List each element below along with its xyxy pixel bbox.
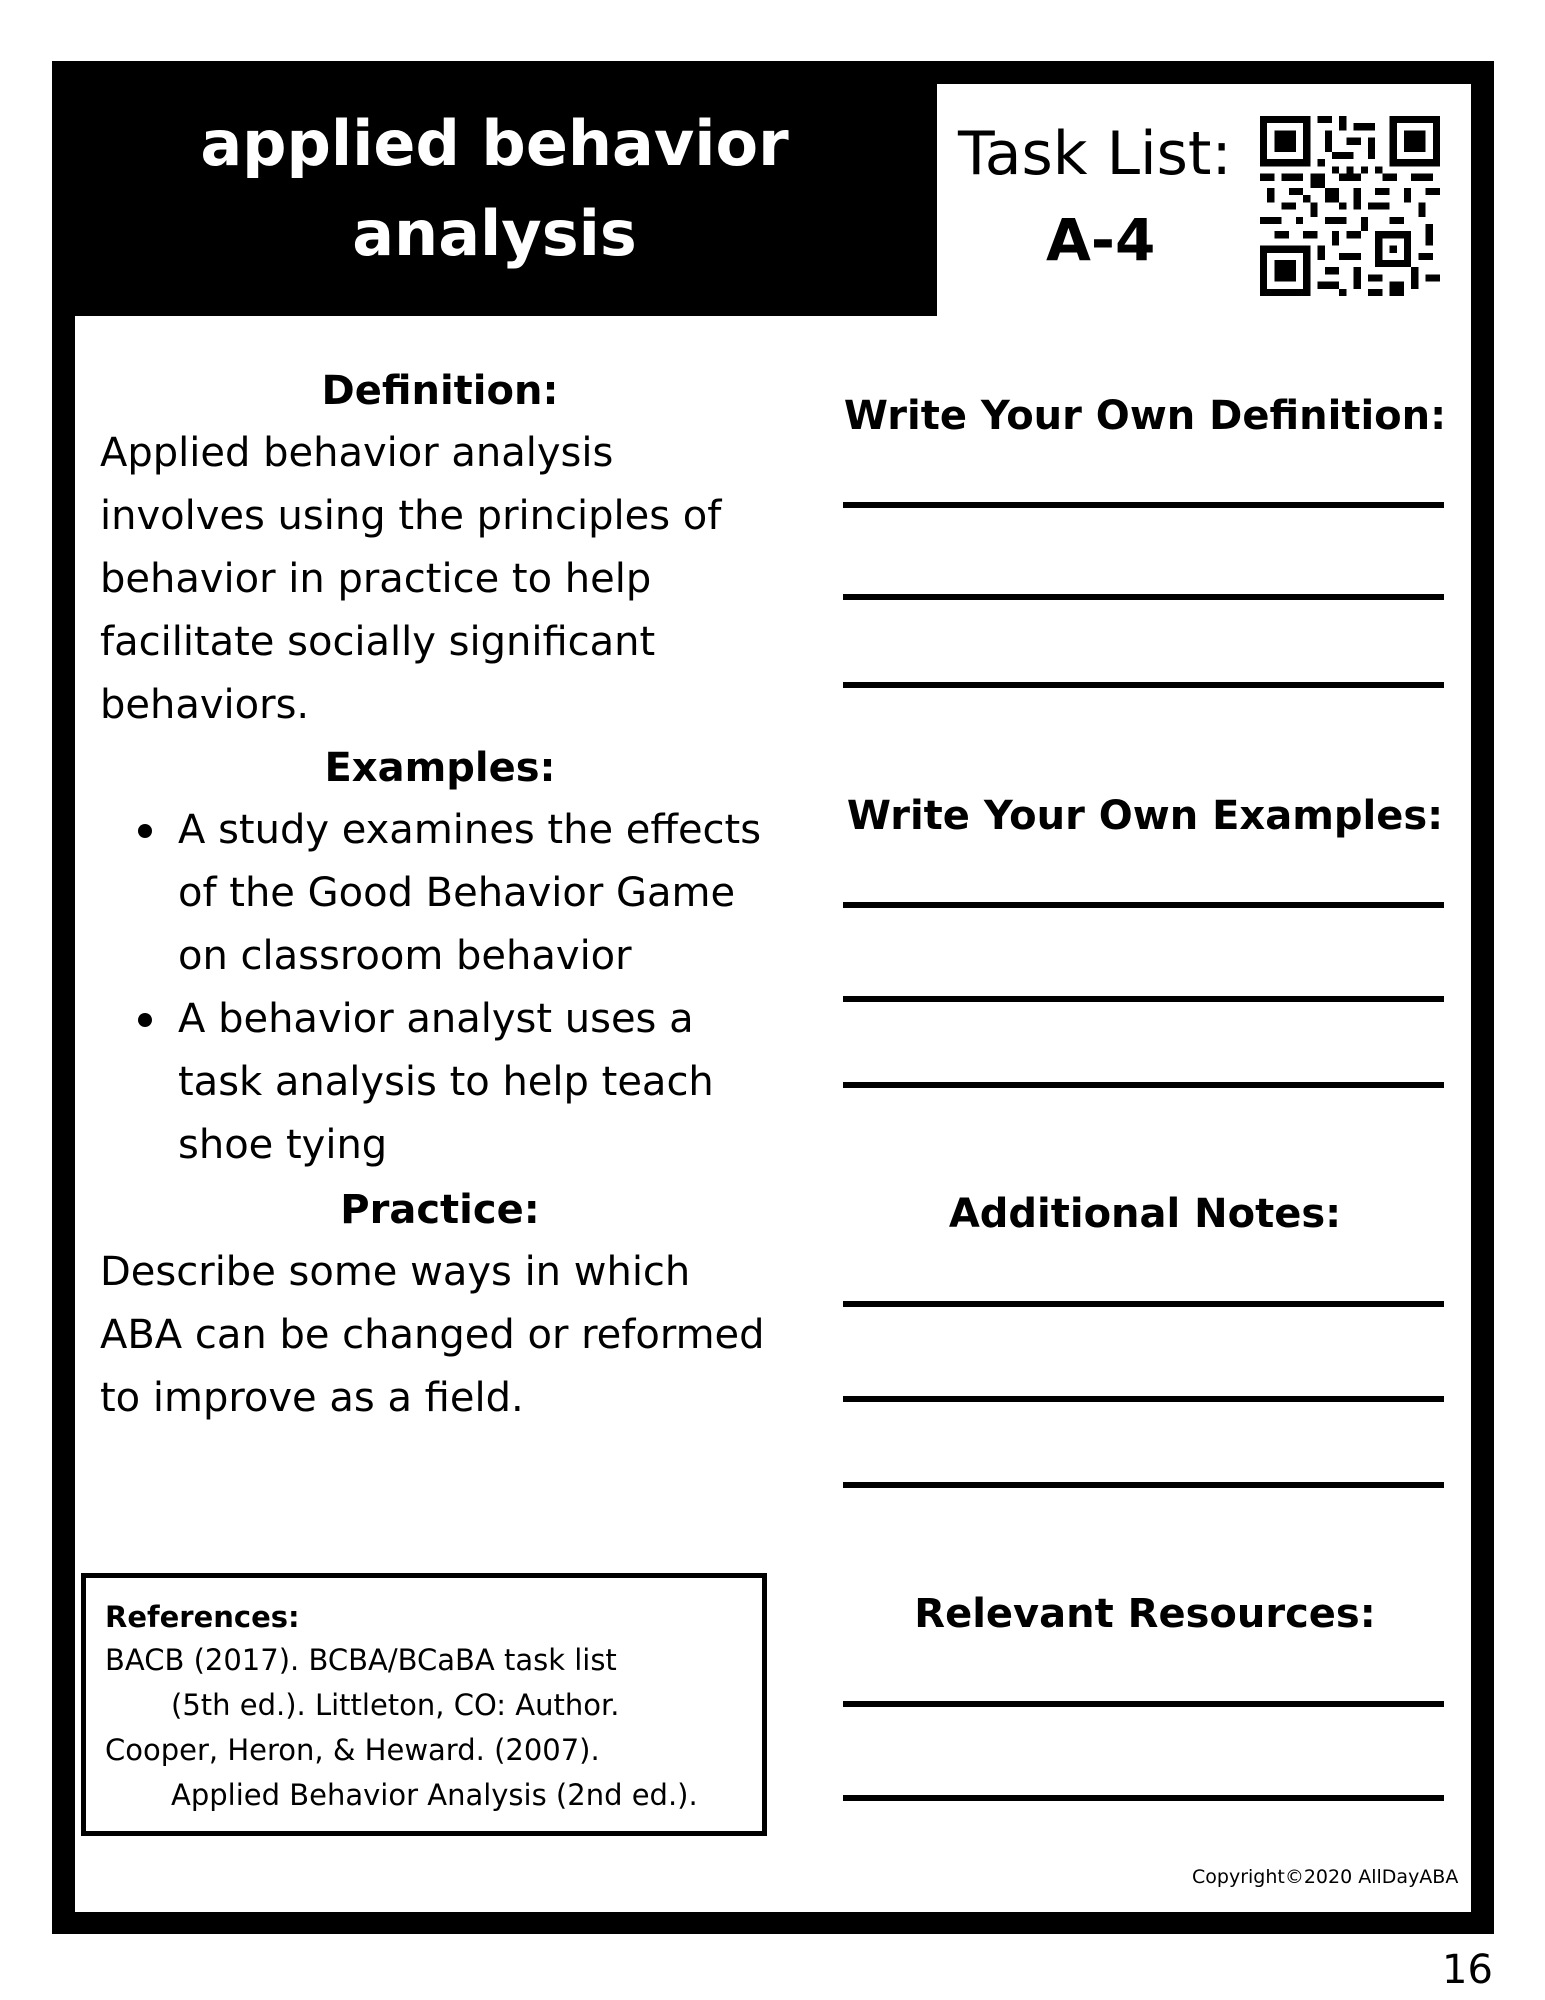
writing-line[interactable] — [843, 1701, 1444, 1707]
task-list-box — [940, 84, 1470, 314]
task-list-label: Task List: — [958, 119, 1232, 189]
examples-list — [100, 799, 780, 1177]
writing-line[interactable] — [843, 1082, 1444, 1088]
writing-line[interactable] — [843, 502, 1444, 508]
writing-line[interactable] — [843, 594, 1444, 600]
definition-text: Applied behavior analysis involves using the principles of behavior in practice to help facilitate socially significant behaviors. — [100, 430, 722, 728]
title-bar — [52, 61, 937, 316]
own-examples-heading: Write Your Own Examples: — [846, 793, 1444, 839]
list-item: A behavior analyst uses a task analysis to help teach shoe tying — [178, 988, 780, 1177]
relevant-resources-heading: Relevant Resources: — [914, 1591, 1376, 1637]
writing-line[interactable] — [843, 1301, 1444, 1307]
references-heading: References: — [105, 1600, 300, 1634]
left-column — [100, 360, 780, 1430]
page-title: applied behavior analysis — [200, 106, 789, 270]
practice-heading: Practice: — [340, 1187, 540, 1233]
copyright-notice — [1192, 1866, 1458, 1888]
examples-heading: Examples: — [324, 745, 556, 791]
list-item: A study examines the effects of the Good Behavior Game on classroom behavior — [178, 799, 780, 988]
writing-line[interactable] — [843, 996, 1444, 1002]
writing-line[interactable] — [843, 902, 1444, 908]
own-definition-heading: Write Your Own Definition: — [843, 393, 1447, 439]
writing-line[interactable] — [843, 1795, 1444, 1801]
references-box — [81, 1573, 767, 1836]
additional-notes-heading: Additional Notes: — [948, 1191, 1342, 1237]
reference-line: BACB (2017). BCBA/BCaBA task list — [105, 1643, 617, 1677]
reference-line: Cooper, Heron, & Heward. (2007). — [105, 1733, 600, 1767]
reference-line: Applied Behavior Analysis (2nd ed.). — [171, 1778, 698, 1812]
copyright-label: Copyright — [1192, 1866, 1285, 1888]
writing-line[interactable] — [843, 1396, 1444, 1402]
task-code: A-4 — [1046, 206, 1156, 274]
writing-line[interactable] — [843, 682, 1444, 688]
page-number: 16 — [1442, 1947, 1493, 1993]
reference-line: (5th ed.). Littleton, CO: Author. — [171, 1688, 620, 1722]
copyright-year-brand: 2020 AllDayABA — [1303, 1866, 1459, 1888]
definition-heading: Definition: — [321, 368, 559, 414]
copyright-icon: © — [1284, 1866, 1304, 1888]
qr-code-icon — [1260, 116, 1440, 296]
practice-text: Describe some ways in which ABA can be changed or reformed to improve as a field. — [100, 1249, 765, 1421]
writing-line[interactable] — [843, 1482, 1444, 1488]
